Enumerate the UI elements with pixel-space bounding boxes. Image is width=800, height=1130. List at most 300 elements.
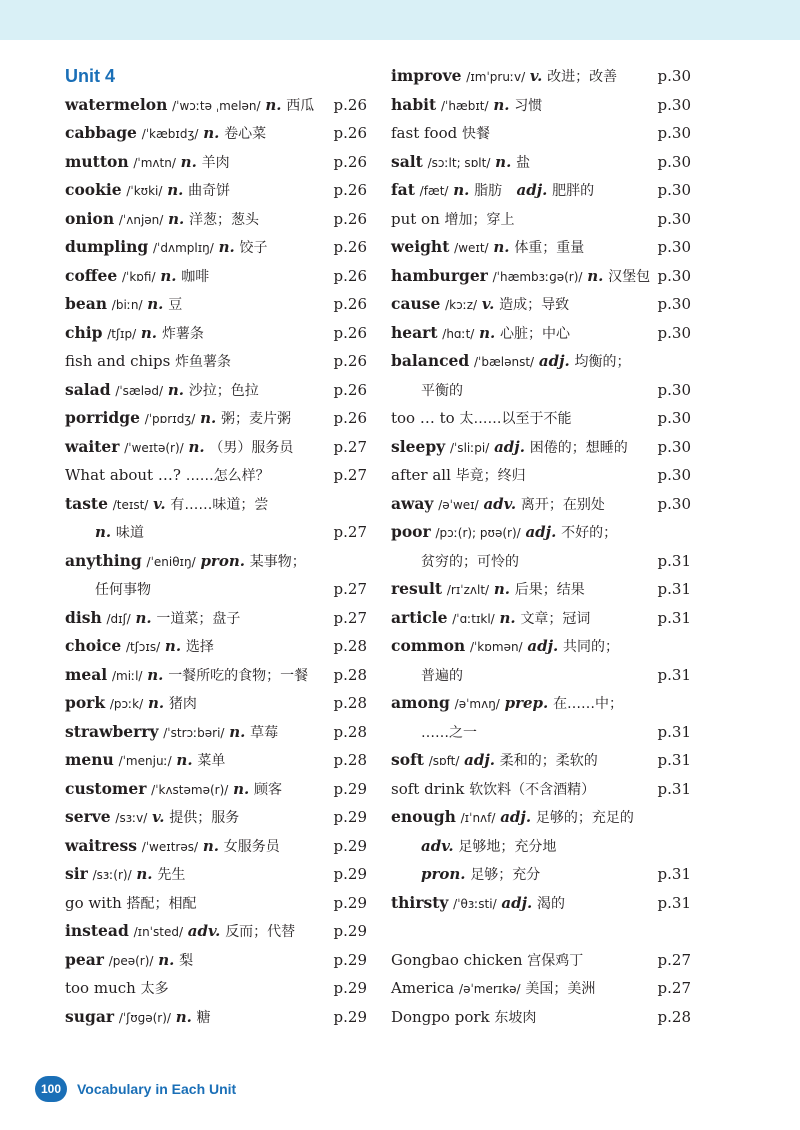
vocab-entry bbox=[391, 775, 595, 805]
vocab-row bbox=[391, 1003, 691, 1032]
page-reference: p.31 bbox=[657, 865, 691, 883]
page-reference: p.26 bbox=[333, 181, 367, 199]
part-of-speech: n. bbox=[499, 608, 516, 627]
vocab-row bbox=[65, 547, 367, 576]
vocab-entry bbox=[391, 461, 526, 491]
vocab-entry bbox=[65, 262, 209, 292]
chinese-meaning: 饺子 bbox=[239, 240, 268, 256]
page-reference: p.28 bbox=[333, 722, 367, 741]
headword: heart bbox=[391, 322, 438, 342]
vocab-row bbox=[65, 490, 367, 519]
chinese-meaning: 太多 bbox=[140, 981, 169, 997]
page-reference: p.30 bbox=[657, 266, 691, 285]
headword: serve bbox=[65, 807, 111, 826]
chinese-meaning: 洋葱；葱头 bbox=[189, 211, 260, 228]
page-reference: p.31 bbox=[657, 779, 691, 798]
vocab-row bbox=[65, 262, 367, 291]
vocab-entry bbox=[421, 832, 556, 862]
vocab-entry bbox=[391, 290, 569, 320]
phonetic: /ˈkɒmən/ bbox=[469, 640, 523, 654]
page-reference: p.29 bbox=[333, 1007, 367, 1026]
vocab-row bbox=[65, 832, 367, 861]
vocab-entry bbox=[391, 604, 590, 634]
page-reference: p.26 bbox=[333, 152, 367, 171]
chinese-meaning: 东坡肉 bbox=[494, 1009, 537, 1026]
page-reference: p.27 bbox=[657, 950, 691, 969]
vocab-entry bbox=[65, 290, 182, 320]
vocab-row bbox=[391, 889, 691, 918]
vocab-row bbox=[391, 775, 691, 804]
vocab-entry bbox=[65, 376, 259, 406]
part-of-speech: pron. bbox=[200, 551, 245, 570]
part-of-speech: n. bbox=[493, 95, 510, 114]
chinese-meaning: 猪肉 bbox=[168, 696, 197, 712]
phrase: Dongpo pork bbox=[391, 1007, 490, 1026]
vocab-entry bbox=[65, 119, 266, 149]
page-reference: p.30 bbox=[657, 295, 691, 313]
vocab-row bbox=[391, 661, 691, 690]
vocab-row bbox=[65, 575, 367, 604]
part-of-speech: pron. bbox=[421, 865, 466, 883]
part-of-speech-2: adj. bbox=[516, 181, 548, 199]
part-of-speech: n. bbox=[453, 181, 470, 199]
vocab-entry bbox=[65, 974, 169, 1004]
headword: coffee bbox=[65, 265, 118, 285]
vocab-row bbox=[391, 746, 691, 775]
vocab-entry bbox=[65, 205, 259, 235]
headword: porridge bbox=[65, 408, 140, 427]
phonetic: /sɜːv/ bbox=[115, 811, 148, 825]
vocab-row bbox=[65, 718, 367, 747]
page-reference: p.28 bbox=[333, 694, 367, 712]
vocab-entry bbox=[65, 461, 270, 491]
phonetic: /sɒft/ bbox=[428, 754, 460, 768]
part-of-speech: n. bbox=[180, 152, 197, 171]
headword: dish bbox=[65, 607, 102, 627]
vocab-row bbox=[65, 746, 367, 775]
headword: taste bbox=[65, 493, 108, 513]
vocab-row bbox=[65, 404, 367, 433]
part-of-speech: n. bbox=[147, 694, 165, 712]
chinese-meaning: 咖啡 bbox=[181, 268, 210, 285]
part-of-speech: adj. bbox=[538, 352, 570, 370]
part-of-speech: adj. bbox=[527, 637, 559, 655]
chinese-meaning: 普遍的 bbox=[421, 667, 463, 684]
phonetic: /ɪˈnʌf/ bbox=[460, 811, 496, 825]
headword: sleepy bbox=[391, 436, 446, 456]
part-of-speech: n. bbox=[229, 722, 246, 741]
chinese-meaning: （男）服务员 bbox=[209, 439, 294, 456]
vocab-row bbox=[391, 233, 691, 262]
chinese-meaning: 平衡的 bbox=[421, 382, 463, 399]
chinese-meaning: 有……味道；尝 bbox=[170, 496, 269, 513]
vocab-row bbox=[65, 119, 367, 148]
chinese-meaning: 改进；改善 bbox=[547, 69, 618, 85]
page-reference: p.26 bbox=[333, 238, 367, 256]
headword: enough bbox=[391, 807, 456, 826]
vocab-entry bbox=[65, 832, 280, 862]
vocab-entry bbox=[391, 575, 585, 605]
vocab-entry bbox=[421, 718, 477, 748]
chinese-meaning: 毕竟；终归 bbox=[455, 468, 526, 484]
part-of-speech: n. bbox=[168, 209, 185, 228]
vocab-entry bbox=[391, 347, 631, 377]
chinese-meaning: 提供；服务 bbox=[169, 810, 240, 826]
page-reference: p.28 bbox=[333, 637, 367, 655]
vocab-entry bbox=[65, 1003, 211, 1033]
page-reference: p.29 bbox=[333, 779, 367, 798]
page-reference: p.29 bbox=[333, 950, 367, 969]
part-of-speech: n. bbox=[140, 323, 158, 342]
vocab-row bbox=[391, 176, 691, 205]
vocab-entry bbox=[391, 518, 617, 548]
vocab-entry bbox=[391, 803, 634, 833]
vocab-entry bbox=[65, 889, 197, 919]
headword: choice bbox=[65, 636, 122, 655]
vocab-row bbox=[391, 433, 691, 462]
phrase: What about …? bbox=[65, 466, 181, 484]
page-reference: p.28 bbox=[333, 751, 367, 769]
vocab-entry bbox=[65, 917, 295, 947]
part-of-speech: n. bbox=[265, 95, 282, 114]
phonetic: /sɜː(r)/ bbox=[92, 868, 132, 882]
chinese-meaning: 搭配；相配 bbox=[126, 895, 197, 912]
page-reference: p.26 bbox=[333, 352, 367, 370]
vocab-entry bbox=[95, 575, 151, 605]
chinese-meaning: 反而；代替 bbox=[225, 924, 296, 940]
vocab-entry bbox=[65, 176, 230, 206]
chinese-meaning: 汉堡包 bbox=[608, 268, 651, 285]
vocab-row bbox=[391, 689, 691, 718]
vocab-row bbox=[65, 917, 367, 946]
phonetic: /əˈweɪ/ bbox=[438, 497, 479, 512]
vocab-row bbox=[391, 262, 691, 291]
page-reference: p.29 bbox=[333, 865, 367, 883]
part-of-speech: n. bbox=[147, 665, 164, 684]
page-reference: p.27 bbox=[333, 580, 367, 598]
part-of-speech: n. bbox=[95, 523, 112, 541]
chinese-meaning: 糖 bbox=[196, 1009, 211, 1026]
headword: waitress bbox=[65, 835, 137, 855]
vocab-row bbox=[65, 661, 367, 690]
phrase: too much bbox=[65, 979, 136, 997]
page-reference: p.30 bbox=[657, 323, 691, 342]
headword: strawberry bbox=[65, 721, 159, 741]
vocab-row bbox=[65, 233, 367, 262]
phrase: go with bbox=[65, 893, 122, 912]
part-of-speech: n. bbox=[167, 181, 184, 199]
part-of-speech: v. bbox=[153, 494, 166, 513]
part-of-speech: n. bbox=[587, 266, 604, 285]
page-reference: p.31 bbox=[657, 665, 691, 684]
part-of-speech: n. bbox=[147, 295, 164, 313]
phonetic: /ˈkæbɪdʒ/ bbox=[141, 127, 199, 141]
part-of-speech: n. bbox=[203, 124, 220, 142]
page-reference: p.29 bbox=[333, 808, 367, 826]
phonetic: /əˈmʌŋ/ bbox=[454, 697, 500, 711]
phonetic: /əˈmerɪkə/ bbox=[459, 982, 521, 996]
vocab-row bbox=[65, 347, 367, 376]
vocab-row bbox=[65, 1003, 367, 1032]
part-of-speech: adv. bbox=[421, 836, 454, 855]
phonetic: /miːl/ bbox=[111, 668, 143, 683]
page-reference: p.30 bbox=[657, 124, 691, 142]
chinese-meaning: 足够的；充足的 bbox=[535, 810, 634, 826]
vocab-row bbox=[391, 404, 691, 433]
page-reference: p.31 bbox=[657, 580, 691, 598]
page-number-badge: 100 bbox=[35, 1076, 67, 1102]
vocab-entry bbox=[391, 91, 542, 121]
page-reference: p.26 bbox=[333, 95, 367, 114]
chinese-meaning: 炸薯条 bbox=[161, 325, 204, 342]
chinese-meaning: 沙拉；色拉 bbox=[188, 382, 259, 399]
phonetic: /hɑːt/ bbox=[442, 326, 475, 341]
vocab-entry bbox=[391, 205, 515, 235]
footer-section-title: Vocabulary in Each Unit bbox=[77, 1081, 237, 1097]
part-of-speech: adv. bbox=[187, 922, 221, 940]
chinese-meaning: 足够地；充分地 bbox=[458, 838, 557, 855]
phonetic: /ˈʌnjən/ bbox=[118, 212, 164, 227]
part-of-speech: n. bbox=[200, 409, 217, 427]
vocab-row bbox=[65, 775, 367, 804]
headword: balanced bbox=[391, 351, 470, 370]
page-reference: p.28 bbox=[333, 665, 367, 684]
phonetic: /rɪˈzʌlt/ bbox=[446, 583, 490, 597]
chinese-meaning: 快餐 bbox=[462, 126, 490, 142]
vocab-row bbox=[65, 946, 367, 975]
headword: watermelon bbox=[65, 94, 168, 114]
chinese-meaning: 后果；结果 bbox=[514, 582, 585, 598]
phonetic: /peə(r)/ bbox=[108, 953, 154, 968]
headword: salad bbox=[65, 379, 111, 399]
phonetic: /ˈhæbɪt/ bbox=[440, 98, 489, 113]
vocab-row bbox=[391, 632, 691, 661]
chinese-meaning: 不好的； bbox=[561, 525, 618, 541]
vocab-row bbox=[65, 319, 367, 348]
headword: customer bbox=[65, 778, 147, 798]
vocab-entry bbox=[421, 661, 463, 691]
chinese-meaning: 在……中； bbox=[553, 696, 624, 712]
part-of-speech: adv. bbox=[483, 494, 517, 513]
vocab-row bbox=[65, 376, 367, 405]
page-reference: p.29 bbox=[333, 922, 367, 940]
headword: instead bbox=[65, 921, 129, 940]
vocab-entry bbox=[391, 946, 583, 976]
vocab-row bbox=[65, 290, 367, 319]
chinese-meaning: ……之一 bbox=[421, 724, 477, 741]
page-reference: p.30 bbox=[657, 67, 691, 85]
headword: chip bbox=[65, 322, 103, 342]
page-reference: p.30 bbox=[657, 181, 691, 199]
vocab-row bbox=[391, 518, 691, 547]
chinese-meaning: 味道 bbox=[115, 525, 144, 541]
part-of-speech: adj. bbox=[464, 751, 496, 769]
chinese-meaning: 心脏；中心 bbox=[500, 325, 571, 342]
chinese-meaning: 美国；美洲 bbox=[525, 981, 596, 997]
page-reference: p.30 bbox=[657, 380, 691, 399]
vocab-entry bbox=[421, 860, 540, 890]
part-of-speech: n. bbox=[164, 637, 182, 655]
headword: result bbox=[391, 579, 443, 598]
vocab-row bbox=[65, 148, 367, 177]
vocab-entry bbox=[391, 62, 617, 92]
part-of-speech: n. bbox=[167, 380, 185, 399]
vocab-row bbox=[65, 91, 367, 120]
phonetic: /ˈbælənst/ bbox=[474, 355, 535, 369]
vocab-entry bbox=[391, 176, 594, 206]
vocab-entry bbox=[95, 518, 144, 548]
chinese-meaning: 草莓 bbox=[250, 724, 279, 741]
phonetic: /weɪt/ bbox=[454, 241, 489, 255]
headword: common bbox=[391, 636, 466, 655]
vocab-entry bbox=[65, 689, 197, 719]
phrase: put on bbox=[391, 209, 440, 228]
chinese-meaning: 脂肪 bbox=[474, 183, 503, 199]
chinese-meaning: 先生 bbox=[157, 867, 186, 883]
headword: sir bbox=[65, 864, 88, 883]
phonetic: /tʃɪp/ bbox=[107, 326, 137, 341]
part-of-speech: v. bbox=[529, 67, 543, 85]
part-of-speech: adj. bbox=[500, 808, 532, 826]
chinese-meaning: 造成；导致 bbox=[499, 297, 570, 313]
phonetic: /ˈstrɔːbəri/ bbox=[163, 725, 225, 740]
vocab-row bbox=[391, 347, 691, 376]
vocab-row bbox=[65, 461, 367, 490]
vocab-row bbox=[391, 319, 691, 348]
headword: poor bbox=[391, 522, 431, 541]
headword: dumpling bbox=[65, 237, 149, 256]
phrase: soft drink bbox=[391, 779, 465, 798]
vocab-row bbox=[391, 547, 691, 576]
headword: pear bbox=[65, 949, 104, 969]
phonetic: /ˈkʌstəmə(r)/ bbox=[151, 782, 229, 797]
part-of-speech: adj. bbox=[494, 437, 525, 456]
phonetic: /ˈsæləd/ bbox=[115, 383, 164, 398]
page-reference: p.26 bbox=[333, 124, 367, 142]
headword: weight bbox=[391, 237, 450, 256]
vocab-row bbox=[65, 176, 367, 205]
vocab-row bbox=[391, 604, 691, 633]
headword: habit bbox=[391, 94, 437, 114]
headword: anything bbox=[65, 550, 142, 570]
headword: meal bbox=[65, 664, 108, 684]
phrase: too … to bbox=[391, 409, 455, 427]
vocabulary-column-left bbox=[65, 62, 367, 1031]
vocab-entry bbox=[391, 233, 584, 263]
part-of-speech: n. bbox=[218, 238, 235, 256]
chinese-meaning: 曲奇饼 bbox=[188, 183, 231, 199]
page-reference: p.28 bbox=[657, 1007, 691, 1026]
vocab-entry bbox=[391, 746, 598, 776]
part-of-speech: n. bbox=[495, 152, 512, 171]
phonetic: /ˈkʊki/ bbox=[126, 184, 163, 198]
vocab-entry bbox=[65, 347, 231, 377]
vocab-entry bbox=[65, 490, 268, 520]
page-reference: p.30 bbox=[657, 437, 691, 456]
phonetic: /ˈmʌtn/ bbox=[133, 155, 176, 170]
headword: salt bbox=[391, 151, 423, 171]
chinese-meaning: 豆 bbox=[168, 297, 183, 313]
vocab-row bbox=[391, 718, 691, 747]
chinese-meaning: 顾客 bbox=[254, 781, 283, 798]
vocab-row bbox=[65, 889, 367, 918]
phrase: Gongbao chicken bbox=[391, 950, 523, 969]
page-reference: p.26 bbox=[333, 409, 367, 427]
headword: improve bbox=[391, 66, 462, 85]
vocab-row bbox=[65, 604, 367, 633]
vocab-row bbox=[391, 290, 691, 319]
vocab-entry bbox=[65, 746, 225, 776]
chinese-meaning: 卷心菜 bbox=[224, 126, 267, 142]
vocab-row bbox=[391, 917, 691, 946]
page-reference: p.29 bbox=[333, 836, 367, 855]
headword: menu bbox=[65, 750, 114, 769]
vocab-entry bbox=[65, 233, 268, 263]
headword: hamburger bbox=[391, 265, 488, 285]
part-of-speech: v. bbox=[152, 808, 165, 826]
phonetic: /sɔːlt; sɒlt/ bbox=[427, 155, 491, 170]
phrase: fish and chips bbox=[65, 352, 171, 370]
phonetic: /ˈweɪtə(r)/ bbox=[124, 440, 184, 455]
part-of-speech: adj. bbox=[501, 893, 533, 912]
chinese-meaning: 渴的 bbox=[537, 895, 566, 912]
phonetic: /tʃɔɪs/ bbox=[126, 640, 161, 654]
vocab-entry bbox=[391, 119, 490, 149]
vocab-entry bbox=[65, 718, 278, 748]
chinese-meaning: 选择 bbox=[185, 639, 214, 655]
page-reference: p.31 bbox=[657, 722, 691, 741]
chinese-meaning: 困倦的；想睡的 bbox=[529, 439, 628, 456]
part-of-speech: n. bbox=[176, 751, 193, 769]
page-reference: p.29 bbox=[333, 893, 367, 912]
phonetic: /dɪʃ/ bbox=[106, 611, 131, 626]
headword: among bbox=[391, 693, 450, 712]
vocab-entry bbox=[65, 319, 204, 349]
vocab-row bbox=[391, 148, 691, 177]
page-reference: p.27 bbox=[333, 437, 367, 456]
phonetic: /ˈweɪtrəs/ bbox=[141, 839, 199, 854]
vocab-row bbox=[65, 860, 367, 889]
headword: cabbage bbox=[65, 123, 137, 142]
headword: fat bbox=[391, 180, 415, 199]
chinese-meaning-2: 肥胖的 bbox=[552, 183, 595, 199]
chinese-meaning: 粥；麦片粥 bbox=[220, 411, 291, 427]
vocab-row bbox=[65, 689, 367, 718]
phonetic: /pɔː(r); pʊə(r)/ bbox=[435, 526, 521, 540]
chinese-meaning: 贫穷的；可怜的 bbox=[421, 553, 519, 570]
phonetic: /ˈpɒrɪdʒ/ bbox=[144, 412, 196, 426]
headword: bean bbox=[65, 294, 108, 313]
chinese-meaning: 一餐所吃的食物；一餐 bbox=[168, 667, 309, 684]
part-of-speech: n. bbox=[493, 238, 510, 256]
vocab-row bbox=[65, 518, 367, 547]
vocab-row bbox=[391, 205, 691, 234]
vocab-entry bbox=[65, 433, 293, 463]
page-reference: p.27 bbox=[657, 979, 691, 997]
headword: cookie bbox=[65, 180, 122, 199]
vocab-row bbox=[391, 803, 691, 832]
vocab-entry bbox=[391, 974, 595, 1004]
part-of-speech: v. bbox=[481, 295, 495, 313]
phonetic: /biːn/ bbox=[111, 298, 143, 312]
vocab-row bbox=[65, 974, 367, 1003]
chinese-meaning: 羊肉 bbox=[201, 154, 230, 171]
headword: away bbox=[391, 493, 434, 513]
vocab-entry bbox=[391, 148, 530, 178]
phonetic: /ˈdʌmplɪŋ/ bbox=[153, 241, 214, 255]
phrase: America bbox=[391, 979, 455, 997]
vocab-row bbox=[391, 974, 691, 1003]
